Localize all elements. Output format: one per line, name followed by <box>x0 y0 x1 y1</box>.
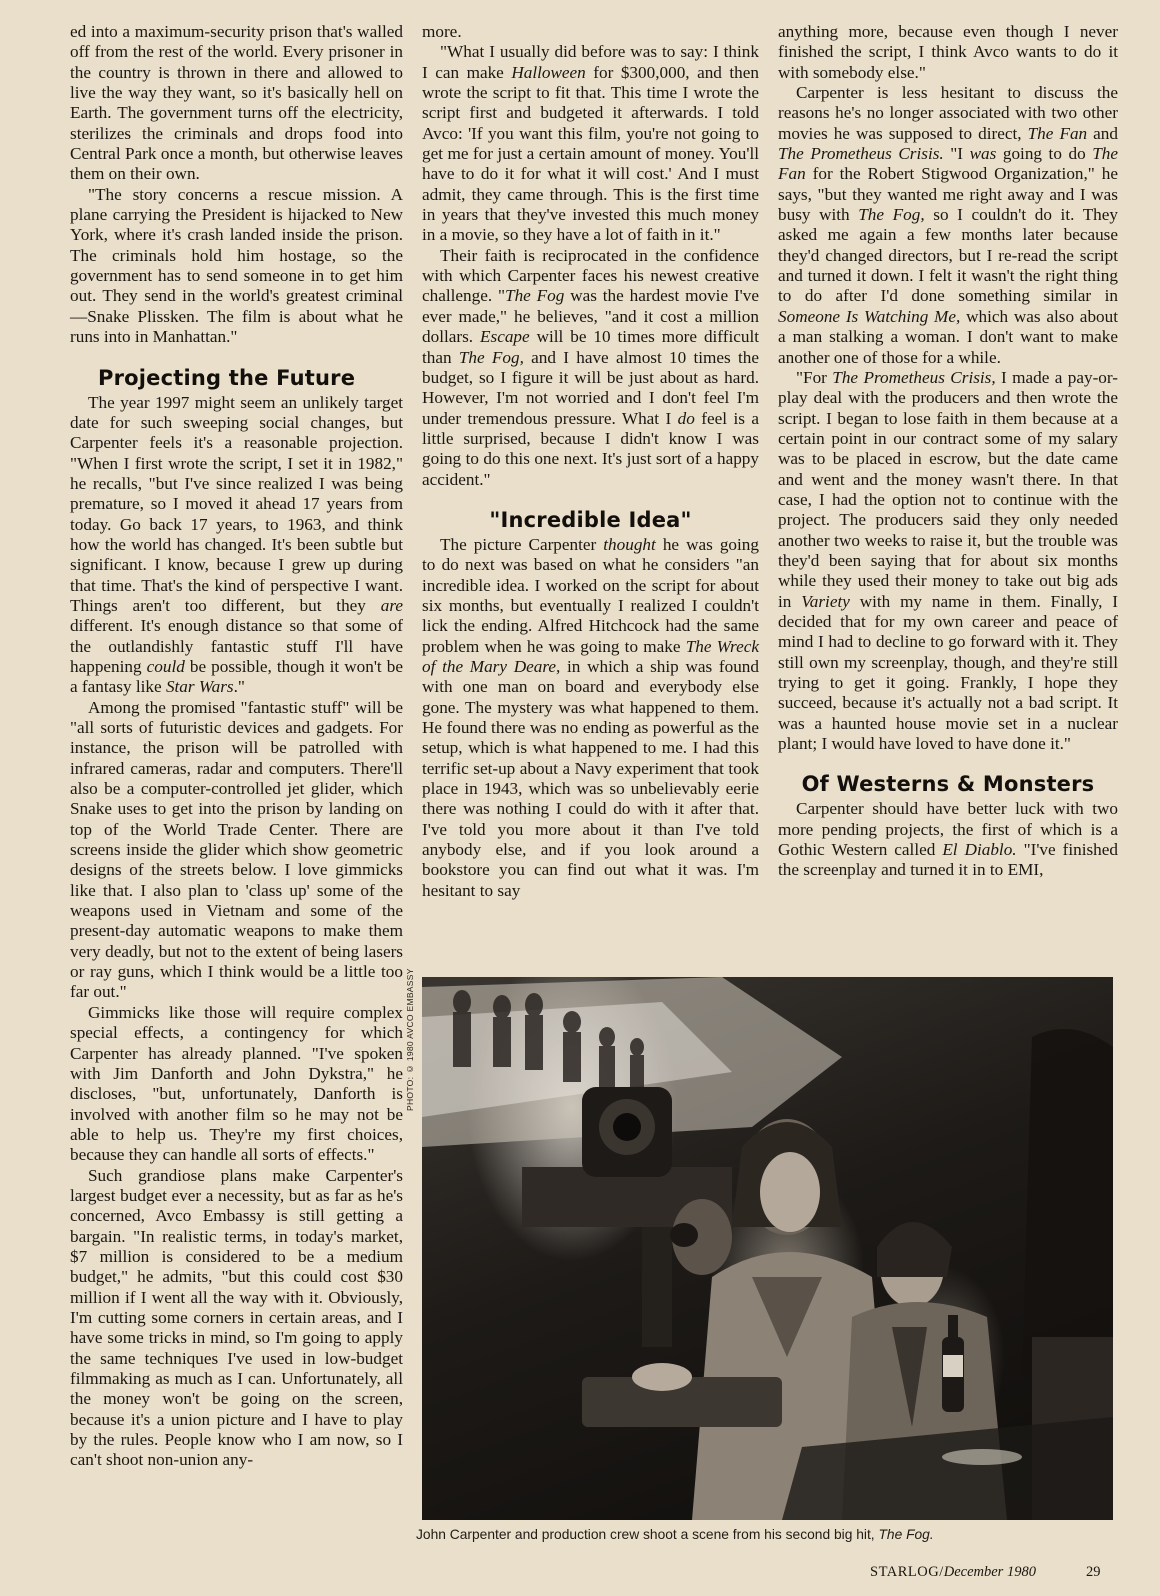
paragraph: Among the promised "fantastic stuff" will be "all sorts of futuristic devices and gadgets. For instance, the prison will be patrolled with infrared cameras, radar and computers. There'll also be a computer-controlled jet glider, which Snake uses to get into the prison by landing on top of the World Trade Center. There are screens inside the glider which show geometric designs of the streets below. I love gimmicks like that. I also plan to 'class up' some of the weapons used in Vietnam and some of the present-day automatic weapons to make them very deadly, but not to the extent of being lasers or ray guns, which I think would be a little too far out." <box>70 697 403 1002</box>
paragraph: Carpenter is less hesitant to discuss the reasons he's no longer associated with two other movies he was supposed to direct, The Fan and The Prometheus Crisis. "I was going to do The Fan for the Robert Stigwood Organization," he says, "but they wanted me right away and I was busy with The Fog, so I couldn't do it. They asked me again a few months later because they'd changed directors, but I re-read the script and turned it down. I felt it wasn't the right thing to do after I'd done something similar in Someone Is Watching Me, which was also about a man stalking a woman. I don't want to make another one of those for a while. <box>778 83 1119 367</box>
photo-illustration <box>422 977 1113 1520</box>
film-set-photo <box>422 977 1113 1520</box>
paragraph: anything more, because even though I never finished the script, I think Avco wants to do it with somebody else." <box>778 22 1118 82</box>
article-column-2 <box>422 22 759 901</box>
issue-date: December 1980 <box>943 1564 1036 1580</box>
paragraph: Gimmicks like those will require complex special effects, a contingency for which Carpenter has already planned. "I've spoken with Jim Danforth and John Dykstra," he discloses, "but, unfortunately, Danforth is involved with another film so he may not be able to help us. They're my first choices, because they can handle all sorts of effects." <box>70 1002 403 1165</box>
section-heading: "Incredible Idea" <box>489 507 692 532</box>
article-column-3 <box>778 22 1118 881</box>
photo-credit: PHOTO: © 1980 AVCO EMBASSY <box>405 968 415 1111</box>
paragraph: The year 1997 might seem an unlikely target date for such sweeping social changes, but Carpenter feels it's a reasonable projection. "When I first wrote the script, I set it in 1982," he recalls, "but I've since realized I was being premature, so I moved it ahead 17 years from today. Go back 17 years, to 1963, and think how the world has changed. It's been subtle but significant. I know, because I grew up during that time. That's the kind of perspective I want. Things aren't too different, but they are different. It's enough distance so that some of the outlandishly fantastic stuff I'll have happening could be possible, though it won't be a fantasy like Star Wars." <box>70 392 403 697</box>
page-footer <box>870 1564 1120 1581</box>
paragraph: Their faith is reciprocated in the confidence with which Carpenter faces his newest creative challenge. "The Fog was the hardest movie I've ever made," he believes, "and it cost a million dollars. Escape will be 10 times more difficult than The Fog, and I have almost 10 times the budget, so I figure it will be just about as hard. However, I'm not worried and I don't feel I'm under tremendous pressure. What I do feel is a little surprised, because I didn't know I was going to do this one next. It's just sort of a happy accident." <box>422 245 759 489</box>
paragraph: "For The Prometheus Crisis, I made a pay-or-play deal with the producers and then wrote the script. I began to lose faith in them because at a certain point in our contract some of my salary was to be placed in escrow, but the date came and went and the money wasn't there. In that case, I had the option not to continue with the project. The producers said they only needed another two weeks to raise it, but the trouble was they'd been saying that for about six months while they used their money to take out big ads in Variety with my name in them. Finally, I decided that for my own career and peace of mind I had to decline to go forward with it. They still own my screenplay, though, and they're still trying to get it going. Frankly, I hope they succeed, because it's actually not a bad script. It was a haunted house movie set in a nuclear plant; I would have loved to have done it." <box>778 367 1118 754</box>
paragraph: "What I usually did before was to say: I think I can make Halloween for $300,000, and then wrote the script to fit that. This time I wrote the script first and budgeted it afterwards. I told Avco: 'If you want this film, you're not going to get me for just a certain amount of money. You'll have to do it for what it will cost.' And I must admit, they came through. This is the first time in years that they've invested this much money in a movie, so they have a lot of faith in it." <box>422 42 759 245</box>
paragraph: Carpenter should have better luck with two more pending projects, the first of which is a Gothic Western called El Diablo. "I've finished the screenplay and turned it in to EMI, <box>778 799 1118 880</box>
paragraph: ed into a maximum-security prison that's walled off from the rest of the world. Every prisoner in the country is thrown in there and allowed to live the way they want, so it's basically hell on Earth. The government turns off the electricity, sterilizes the criminals and drops food into Central Park once a month, but otherwise leaves them on their own. <box>70 22 403 184</box>
page-number: 29 <box>1086 1564 1101 1580</box>
section-heading: Of Westerns & Monsters <box>801 772 1095 797</box>
paragraph: The picture Carpenter thought he was going to do next was based on what he considers "an incredible idea. I worked on the script for about six months, but eventually I realized I couldn't lick the ending. Alfred Hitchcock had the same problem when he was going to make The Wreck of the Mary Deare, in which a ship was found with one man on board and everybody else gone. The mystery was what happened to them. He found there was no ending as powerful as the setup, which is what happened to me. I had this terrific set-up about a Navy experiment that took place in 1943, which was so unbelievably eerie there was nothing I could do with it after that. I've told you more about it than I've told anybody else, and if you look around a bookstore you can find out what it was. I'm hesitant to say <box>422 534 759 900</box>
paragraph: Such grandiose plans make Carpenter's largest budget ever a necessity, but as far as he's concerned, Avco Embassy is still getting a bargain. "In realistic terms, in today's market, $7 million is considered to be a medium budget," he admits, "but this could cost $30 million if I went all the way with it. Obviously, I'm cutting some corners in certain areas, and I have some tricks in mind, so I'm going to apply the same techniques I've used in low-budget filmmaking as much as I can. Unfortunately, all the money won't be going on the screen, because it's a union picture and I have to play by the rules. People know who I am now, so I can't shoot non-union any- <box>70 1165 403 1470</box>
paragraph: more. <box>422 22 462 41</box>
article-column-1 <box>70 22 403 1471</box>
paragraph: "The story concerns a rescue mission. A plane carrying the President is hijacked to New York, where it's crash landed inside the prison. The criminals hold him hostage, so the government has to send someone in to get him out. They send in the world's greatest criminal—Snake Plissken. The film is about what he runs into in Manhattan." <box>70 184 403 347</box>
section-heading: Projecting the Future <box>98 365 356 390</box>
publication-name: STARLOG/ <box>870 1564 944 1580</box>
photo-caption: John Carpenter and production crew shoot a scene from his second big hit, The Fog. <box>416 1527 934 1542</box>
